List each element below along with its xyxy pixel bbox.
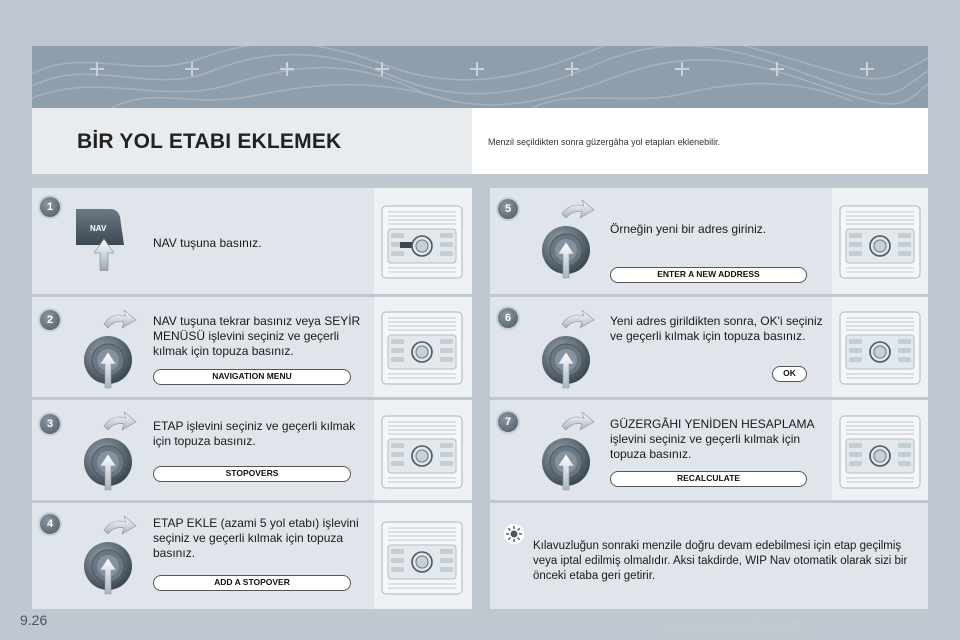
rotary-knob-icon [536, 200, 600, 285]
nav-key-icon [76, 205, 134, 271]
rotary-knob-icon [78, 310, 142, 395]
step-number-badge: 5 [498, 199, 518, 219]
step-3-text: ETAP işlevini seçiniz ve geçerli kılmak için topuza basınız. [153, 419, 356, 448]
page-title: BİR YOL ETABI EKLEMEK [77, 130, 342, 153]
ok-button[interactable]: OK [772, 366, 807, 382]
step-7-text: GÜZERGÂHI YENİDEN HESAPLAMA işlevini seçiniz ve geçerli kılmak için topuza basınız. [610, 417, 814, 461]
radio-unit-thumbnail [838, 310, 922, 391]
radio-unit-thumbnail [380, 414, 464, 495]
rotary-knob-icon [78, 516, 142, 601]
rotary-knob-icon [78, 412, 142, 497]
page-subtitle: Menzil seçildikten sonra güzergâha yol etapları eklenebilir. [488, 137, 721, 147]
step-number-badge: 4 [40, 514, 60, 534]
tip-text: Kılavuzluğun sonraki menzile doğru devam edebilmesi için etap geçilmiş veya iptal edilmiş olmalıdır. Aksi takdirde, WIP Nav otomatik olarak sizi bir önceki etaba geri getirir. [533, 540, 908, 582]
step-number-badge: 6 [498, 308, 518, 328]
stopovers-button[interactable]: STOPOVERS [153, 466, 351, 482]
radio-unit-thumbnail [380, 204, 464, 285]
step-5-text: Örneğin yeni bir adres giriniz. [610, 222, 767, 236]
step-number-badge: 1 [40, 197, 60, 217]
navigation-menu-button[interactable]: NAVIGATION MENU [153, 369, 351, 385]
step-number-badge: 3 [40, 414, 60, 434]
radio-unit-thumbnail [380, 310, 464, 391]
step-1-text: NAV tuşuna basınız. [153, 236, 262, 250]
lightbulb-icon [503, 523, 525, 545]
step-2-text: NAV tuşuna tekrar basınız veya SEYİR MENÜSÜ işlevini seçiniz ve geçerli kılmak için topuza basınız. [153, 314, 361, 358]
recalculate-button[interactable]: RECALCULATE [610, 471, 807, 487]
page-number: 9.26 [20, 612, 48, 628]
topographic-pattern [32, 46, 928, 108]
enter-new-address-button[interactable]: ENTER A NEW ADDRESS [610, 267, 807, 283]
radio-unit-thumbnail [380, 520, 464, 601]
step-6-text: Yeni adres girildikten sonra, OK'i seçiniz ve geçerli kılmak için topuza basınız. [610, 314, 823, 343]
radio-unit-thumbnail [838, 414, 922, 495]
nav-key-label: NAV [90, 224, 107, 233]
step-4-text: ETAP EKLE (azami 5 yol etabı) işlevini seçiniz ve geçerli kılmak için topuza basınız. [153, 516, 359, 560]
step-number-badge: 2 [40, 310, 60, 330]
step-number-badge: 7 [498, 412, 518, 432]
radio-unit-thumbnail [838, 204, 922, 285]
watermark: carmanualsonline.info [660, 617, 803, 633]
rotary-knob-icon [536, 412, 600, 497]
add-a-stopover-button[interactable]: ADD A STOPOVER [153, 575, 351, 591]
rotary-knob-icon [536, 310, 600, 395]
header-banner [32, 46, 928, 108]
